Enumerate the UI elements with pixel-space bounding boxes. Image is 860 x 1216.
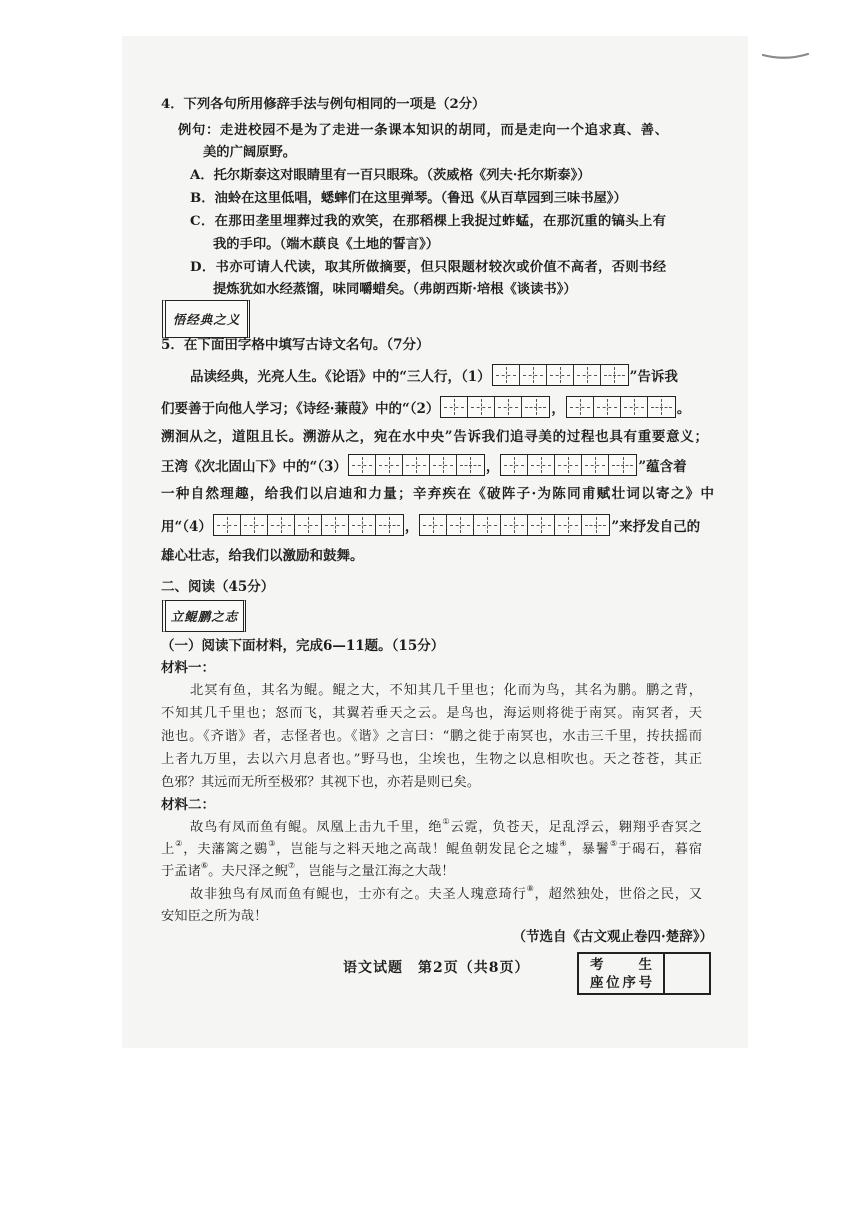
option-d-line-1: D．书亦可请人代读，取其所做摘要，但只限题材较次或价值不高者，否则书经 [190, 260, 666, 275]
grid-cell [349, 515, 376, 535]
seat-label-line-1: 考 生 [590, 957, 652, 973]
grid-cell [594, 397, 621, 417]
answer-grid-2b [566, 396, 676, 418]
grid-cell [241, 515, 268, 535]
grid-cell [447, 515, 474, 535]
material-2-line-1: 故鸟有凤而鱼有鲲。凤凰上击九千里，绝①云霓，负苍天，足乱浮云，翱翔乎杳冥之 [190, 817, 703, 835]
q5-line-2-after: 。 [676, 401, 691, 417]
q5-line-4 [161, 454, 687, 476]
grid-cell [555, 515, 582, 535]
question-4-stem: 4．下列各句所用修辞手法与例句相同的一项是（2分） [161, 97, 486, 112]
grid-cell [420, 515, 447, 535]
grid-cell [648, 397, 675, 417]
material-2-label: 材料二： [161, 797, 215, 813]
material-2-line-2: 上②，夫藩篱之鷃③，岂能与之料天地之高哉！鲲鱼朝发昆仑之墟④，暴鬐⑤于碣石，暮宿 [161, 839, 703, 857]
q5-line-2-separator: ， [551, 401, 565, 417]
grid-cell [621, 397, 648, 417]
footnote-marker: ① [442, 817, 451, 826]
grid-cell [430, 455, 457, 475]
grid-cell [376, 455, 403, 475]
grid-cell [493, 365, 520, 385]
material-1-line-5: 色邪？其远而无所至极邪？其视下也，亦若是则已矣。 [161, 775, 481, 790]
material-1-line-2: 不知其几千里也；怒而飞，其翼若垂天之云。是鸟也，海运则将徙于南冥。南冥者，天 [161, 706, 702, 721]
grid-cell [547, 365, 574, 385]
q5-line-6-separator: ， [404, 519, 419, 535]
scan-mark [758, 48, 812, 64]
answer-grid-3b [500, 454, 637, 476]
source-citation: （节选自《古文观止卷四·楚辞》） [512, 929, 713, 945]
material-1-line-3: 池也。《齐谐》者，志怪者也。《谐》之言曰：“鹏之徙于南冥也，水击三千里，抟扶摇而 [161, 729, 702, 744]
footnote-marker: ⑧ [526, 884, 535, 893]
grid-cell [322, 515, 349, 535]
answer-grid-1 [492, 364, 629, 386]
q5-line-1-after: ”告诉我 [629, 369, 678, 385]
material-1-line-1: 北冥有鱼，其名为鲲。鲲之大，不知其几千里也；化而为鸟，其名为鹏。鹏之背， [190, 683, 702, 698]
option-c-line-2: 我的手印。（端木蕻良《土地的誓言》） [213, 237, 440, 252]
q5-line-6 [161, 514, 700, 536]
grid-cell [528, 455, 555, 475]
grid-cell [501, 515, 528, 535]
q5-line-2-before: 们要善于向他人学习；《诗经·蒹葭》中的“（2） [161, 401, 440, 417]
grid-cell [403, 455, 430, 475]
q5-line-6-after: ”来抒发自己的 [611, 519, 701, 535]
material-1-line-4: 上者九万里，去以六月息者也。”野马也，尘埃也，生物之以息相吹也。天之苍苍，其正 [161, 752, 702, 767]
grid-cell [609, 455, 636, 475]
option-b: B．油蛉在这里低唱，蟋蟀们在这里弹琴。（鲁迅《从百草园到三味书屋》） [190, 191, 627, 206]
answer-grid-3a [348, 454, 485, 476]
footnote-marker: ⑤ [609, 839, 618, 848]
q5-line-3: 溯洄从之，道阻且长。溯游从之，宛在水中央”告诉我们追寻美的过程也具有重要意义； [161, 429, 708, 445]
grid-cell [574, 365, 601, 385]
answer-grid-2a [440, 396, 550, 418]
grid-cell [441, 397, 468, 417]
material-2-line-3: 于孟诸⑥。夫尺泽之鲵⑦，岂能与之量江海之大哉！ [161, 861, 455, 879]
grid-cell [214, 515, 241, 535]
grid-cell [457, 455, 484, 475]
question-5-stem: 5．在下面田字格中填写古诗文名句。（7分） [161, 337, 430, 353]
reading-section-heading: 二、阅读（45分） [161, 579, 275, 595]
example-sentence-line-2: 美的广阔原野。 [203, 145, 297, 160]
material-1-label: 材料一： [161, 660, 215, 676]
grid-cell [268, 515, 295, 535]
q5-line-7: 雄心壮志，给我们以激励和鼓舞。 [161, 548, 364, 564]
grid-cell [567, 397, 594, 417]
grid-cell [468, 397, 495, 417]
grid-cell [582, 515, 609, 535]
q5-line-6-before: 用“（4） [161, 519, 212, 535]
seat-number-label [579, 954, 665, 993]
grid-cell [349, 455, 376, 475]
grid-cell [295, 515, 322, 535]
footnote-marker: ② [175, 839, 184, 848]
footnote-marker: ⑥ [200, 861, 209, 870]
grid-cell [495, 397, 522, 417]
option-a: A．托尔斯泰这对眼睛里有一百只眼珠。（茨威格《列夫·托尔斯泰》） [190, 168, 591, 183]
answer-grid-4b [419, 514, 610, 536]
q5-line-1-before: 品读经典，光亮人生。《论语》中的“三人行，（1） [190, 369, 491, 385]
footnote-marker: ⑦ [287, 861, 296, 870]
grid-cell [474, 515, 501, 535]
grid-cell [376, 515, 403, 535]
grid-cell [601, 365, 628, 385]
part-1-instruction: （一）阅读下面材料，完成6—11题。（15分） [161, 638, 445, 654]
seat-label-line-2: 座位序号 [590, 975, 652, 991]
page-number-footer: 语文试题 第2页（共8页） [343, 960, 530, 976]
grid-cell [555, 455, 582, 475]
section-banner-classics: 悟经典之义 [162, 300, 250, 338]
grid-cell [582, 455, 609, 475]
footnote-marker: ③ [268, 839, 277, 848]
example-sentence-line-1: 例句：走进校园不是为了走进一条课本知识的胡同，而是走向一个追求真、善、 [178, 123, 668, 138]
footnote-marker: ④ [559, 839, 568, 848]
q5-line-2 [161, 396, 690, 418]
material-2-line-4: 故非独鸟有凤而鱼有鲲也，士亦有之。夫圣人瑰意琦行⑧，超然独处，世俗之民，又 [190, 884, 703, 902]
grid-cell [528, 515, 555, 535]
option-d-line-2: 提炼犹如水经蒸馏，味同嚼蜡矣。（弗朗西斯·培根《谈读书》） [213, 282, 577, 297]
grid-cell [522, 397, 549, 417]
seat-number-value [665, 954, 709, 993]
option-c-line-1: C．在那田垄里埋葬过我的欢笑，在那稻棵上我捉过蚱蜢，在那沉重的镐头上有 [190, 214, 666, 229]
q5-line-4-separator: ， [485, 459, 500, 475]
q5-line-5: 一种自然理趣，给我们以启迪和力量；辛弃疾在《破阵子·为陈同甫赋壮词以寄之》中 [161, 486, 714, 502]
q5-line-4-after: ”蕴含着 [638, 459, 687, 475]
answer-grid-4a [213, 514, 404, 536]
grid-cell [520, 365, 547, 385]
seat-number-box [577, 952, 711, 995]
q5-line-1 [190, 364, 678, 386]
material-2-line-5: 安知臣之所为哉！ [161, 909, 268, 924]
section-banner-ambition: 立鲲鹏之志 [162, 600, 246, 632]
q5-line-4-before: 王湾《次北固山下》中的“（3） [161, 459, 347, 475]
grid-cell [501, 455, 528, 475]
